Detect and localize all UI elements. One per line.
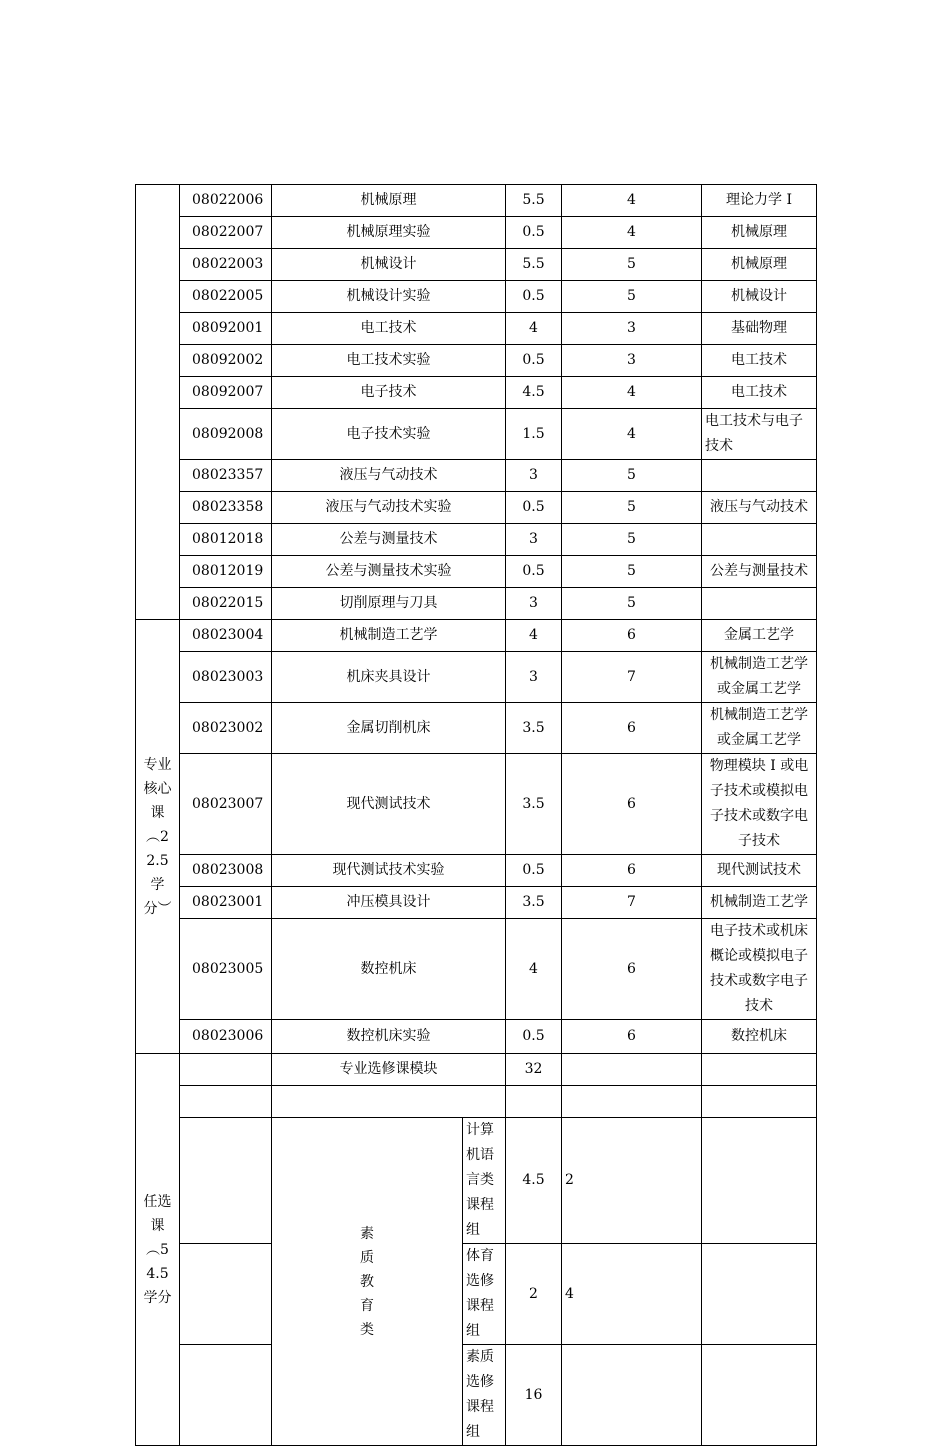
course-term: 4: [562, 409, 702, 460]
course-name: 数控机床实验: [272, 1020, 506, 1054]
table-row: [136, 217, 817, 249]
table-row: [136, 377, 817, 409]
empty-cell: [180, 1118, 272, 1244]
course-code: 08023008: [180, 855, 272, 887]
table-row: [136, 1244, 817, 1345]
course-code: 08023357: [180, 460, 272, 492]
course-credit: 0.5: [506, 217, 562, 249]
table-row: [136, 855, 817, 887]
course-prereq: 机械原理: [702, 249, 817, 281]
course-credit: 0.5: [506, 281, 562, 313]
course-name: 电子技术: [272, 377, 506, 409]
course-name: 数控机床: [272, 919, 506, 1020]
empty-cell: [180, 1244, 272, 1345]
course-credit: 3: [506, 652, 562, 703]
course-term: 7: [562, 652, 702, 703]
empty-cell: [272, 1086, 506, 1118]
course-credit: 3: [506, 524, 562, 556]
table-row: [136, 1118, 817, 1244]
table-row: [136, 652, 817, 703]
course-prereq: 金属工艺学: [702, 620, 817, 652]
course-credit: 0.5: [506, 492, 562, 524]
empty-cell: [702, 1345, 817, 1446]
course-name: 公差与测量技术: [272, 524, 506, 556]
course-name: 机械设计: [272, 249, 506, 281]
table-row: [136, 1054, 817, 1086]
course-prereq: 现代测试技术: [702, 855, 817, 887]
course-term: 5: [562, 281, 702, 313]
module-credit: 32: [506, 1054, 562, 1086]
table-row: [136, 409, 817, 460]
course-code: 08022006: [180, 185, 272, 217]
table-row: [136, 887, 817, 919]
course-credit: 0.5: [506, 556, 562, 588]
category-elective-label: 任选课︵54.5学分: [136, 1054, 180, 1446]
group-credit: 16: [506, 1345, 562, 1446]
course-code: 08012019: [180, 556, 272, 588]
table-row: [136, 919, 817, 1020]
course-prereq: 数控机床: [702, 1020, 817, 1054]
course-credit: 3.5: [506, 754, 562, 855]
group-term: 2: [562, 1118, 702, 1244]
group-name: 素质选修课程组: [463, 1345, 506, 1446]
course-term: 4: [562, 217, 702, 249]
table-row: [136, 345, 817, 377]
table-row: [136, 703, 817, 754]
category-cell-blank: [136, 185, 180, 620]
course-code: 08022015: [180, 588, 272, 620]
course-name: 机械原理: [272, 185, 506, 217]
course-code: 08023005: [180, 919, 272, 1020]
course-name: 公差与测量技术实验: [272, 556, 506, 588]
course-code: 08023001: [180, 887, 272, 919]
table-row: [136, 588, 817, 620]
course-term: 4: [562, 185, 702, 217]
course-name: 液压与气动技术实验: [272, 492, 506, 524]
empty-cell: [506, 1086, 562, 1118]
course-term: 5: [562, 460, 702, 492]
course-code: 08092001: [180, 313, 272, 345]
course-credit: 4: [506, 313, 562, 345]
table-row: [136, 754, 817, 855]
empty-cell: [702, 1118, 817, 1244]
course-prereq: 电工技术与电子技术: [702, 409, 817, 460]
group-credit: 4.5: [506, 1118, 562, 1244]
course-name: 电工技术: [272, 313, 506, 345]
course-prereq: 电子技术或机床概论或模拟电子技术或数字电子技术: [702, 919, 817, 1020]
group-name: 体育选修课程组: [463, 1244, 506, 1345]
table-row: [136, 524, 817, 556]
course-term: 6: [562, 855, 702, 887]
quality-category-cell: [272, 1118, 463, 1446]
quality-category-label: 素质教育类: [360, 1225, 374, 1338]
course-code: 08092007: [180, 377, 272, 409]
empty-cell: [180, 1086, 272, 1118]
course-prereq: 机械制造工艺学或金属工艺学: [702, 652, 817, 703]
course-code: 08022007: [180, 217, 272, 249]
table-row: [136, 460, 817, 492]
course-prereq: 基础物理: [702, 313, 817, 345]
course-name: 机械设计实验: [272, 281, 506, 313]
table-row: [136, 1020, 817, 1054]
course-term: 5: [562, 524, 702, 556]
group-credit: 2: [506, 1244, 562, 1345]
table-row: [136, 1086, 817, 1118]
course-term: 7: [562, 887, 702, 919]
table-row: [136, 313, 817, 345]
course-name: 液压与气动技术: [272, 460, 506, 492]
table-row: [136, 620, 817, 652]
course-credit: 5.5: [506, 185, 562, 217]
course-name: 冲压模具设计: [272, 887, 506, 919]
course-prereq: 液压与气动技术: [702, 492, 817, 524]
course-term: 6: [562, 919, 702, 1020]
course-credit: 3: [506, 460, 562, 492]
course-credit: 4: [506, 919, 562, 1020]
course-credit: 5.5: [506, 249, 562, 281]
course-credit: 3: [506, 588, 562, 620]
course-term: 5: [562, 556, 702, 588]
course-credit: 3.5: [506, 703, 562, 754]
course-term: 5: [562, 249, 702, 281]
table-row: [136, 281, 817, 313]
course-term: 4: [562, 377, 702, 409]
course-name: 电子技术实验: [272, 409, 506, 460]
course-code: 08092002: [180, 345, 272, 377]
course-code: 08092008: [180, 409, 272, 460]
course-prereq: 电工技术: [702, 345, 817, 377]
course-term: 5: [562, 492, 702, 524]
empty-cell: [702, 1054, 817, 1086]
course-code: 08023002: [180, 703, 272, 754]
course-prereq: 机械制造工艺学或金属工艺学: [702, 703, 817, 754]
table-row: [136, 556, 817, 588]
table-row: [136, 1345, 817, 1446]
course-term: 3: [562, 313, 702, 345]
course-prereq: 机械设计: [702, 281, 817, 313]
empty-cell: [702, 1244, 817, 1345]
course-code: 08023007: [180, 754, 272, 855]
course-code: 08022005: [180, 281, 272, 313]
group-name: 计算机语言类课程组: [463, 1118, 506, 1244]
category-core-label: 专业核心课︵22.5学分︶: [136, 620, 180, 1054]
empty-cell: [562, 1086, 702, 1118]
course-prereq: [702, 588, 817, 620]
course-term: 6: [562, 1020, 702, 1054]
empty-cell: [180, 1345, 272, 1446]
course-code: 08023358: [180, 492, 272, 524]
course-code: 08023004: [180, 620, 272, 652]
course-name: 机械原理实验: [272, 217, 506, 249]
course-name: 现代测试技术: [272, 754, 506, 855]
course-prereq: [702, 460, 817, 492]
table-row: [136, 492, 817, 524]
course-name: 现代测试技术实验: [272, 855, 506, 887]
course-code: 08023003: [180, 652, 272, 703]
course-term: 6: [562, 620, 702, 652]
course-prereq: 公差与测量技术: [702, 556, 817, 588]
group-term: 4: [562, 1244, 702, 1345]
course-prereq: 理论力学 Ⅰ: [702, 185, 817, 217]
curriculum-table: [135, 184, 817, 1446]
course-name: 金属切削机床: [272, 703, 506, 754]
course-term: 6: [562, 703, 702, 754]
course-credit: 4: [506, 620, 562, 652]
course-credit: 0.5: [506, 345, 562, 377]
course-credit: 3.5: [506, 887, 562, 919]
course-term: 6: [562, 754, 702, 855]
table-row: [136, 249, 817, 281]
course-name: 机械制造工艺学: [272, 620, 506, 652]
empty-cell: [562, 1054, 702, 1086]
course-name: 机床夹具设计: [272, 652, 506, 703]
course-term: 5: [562, 588, 702, 620]
course-prereq: 机械制造工艺学: [702, 887, 817, 919]
course-credit: 0.5: [506, 1020, 562, 1054]
course-prereq: 物理模块 Ⅰ 或电子技术或模拟电子技术或数字电子技术: [702, 754, 817, 855]
course-term: 3: [562, 345, 702, 377]
course-name: 切削原理与刀具: [272, 588, 506, 620]
course-code: 08012018: [180, 524, 272, 556]
course-credit: 1.5: [506, 409, 562, 460]
module-name: 专业选修课模块: [272, 1054, 506, 1086]
empty-cell: [702, 1086, 817, 1118]
course-prereq: 电工技术: [702, 377, 817, 409]
empty-cell: [180, 1054, 272, 1086]
course-name: 电工技术实验: [272, 345, 506, 377]
course-code: 08023006: [180, 1020, 272, 1054]
table-row: [136, 185, 817, 217]
group-term: [562, 1345, 702, 1446]
course-prereq: 机械原理: [702, 217, 817, 249]
course-code: 08022003: [180, 249, 272, 281]
course-prereq: [702, 524, 817, 556]
course-credit: 0.5: [506, 855, 562, 887]
course-credit: 4.5: [506, 377, 562, 409]
